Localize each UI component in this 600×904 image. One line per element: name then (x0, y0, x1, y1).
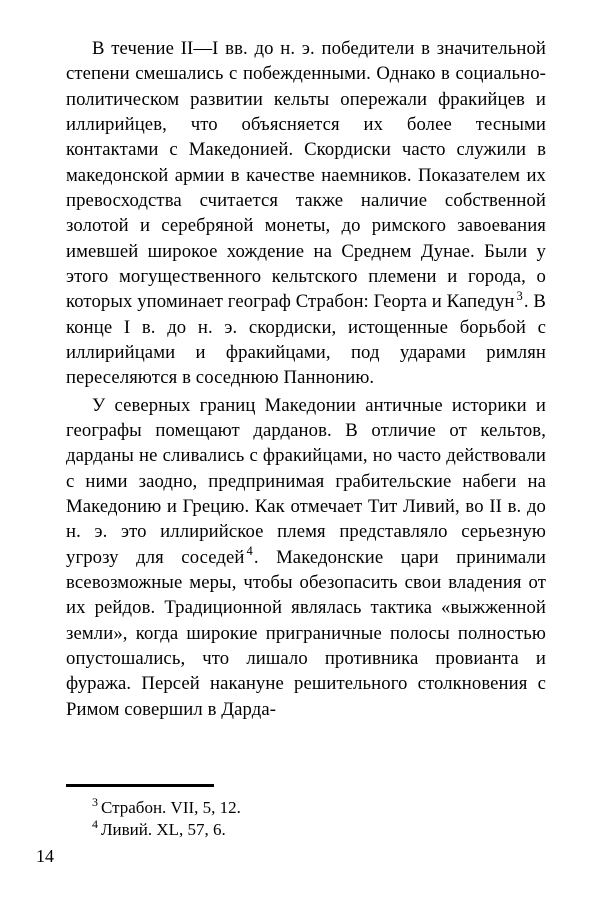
footnote-item (66, 797, 546, 819)
paragraph-1 (66, 36, 546, 391)
footnote-text: Страбон. VII, 5, 12. (101, 798, 241, 817)
paragraph-2-text-b: . Македонские цари принимали всевозможные меры, чтобы обезопасить свои владения от их рейдов. Традиционной являлась тактика «выжженной земли», когда широкие приграничные полосы полностью опустошались, что лишало противника провианта и фуража. Персей накануне решительного столкновения с Римом совершил в Дарда- (66, 546, 546, 720)
footnote-item (66, 819, 546, 841)
footnote-reference-4: 4 (246, 544, 253, 559)
paragraph-1-text-b: . В конце I в. до н. э. скордиски, истощенные борьбой с иллирийцами и фракийцами, под ударами римлян переселяются в соседнюю Паннонию. (66, 291, 547, 389)
footnote-number: 3 (92, 795, 98, 810)
page-body (66, 36, 546, 722)
page-number: 14 (36, 846, 54, 866)
footnote-number: 4 (92, 817, 98, 832)
paragraph-1-text-a: В течение II—I вв. до н. э. победители в значительной степени смешались с побежденными. Однако в социально-политическом развитии кельты опережали фракийцев и иллирийцев, что объясняется их более тесными контактами с Македонией. Скордиски часто служили в македонской армии в качестве наемников. Показателем их превосходства считается также наличие собственной золотой и серебряной монеты, до римского завоевания имевшей широкое хождение на Среднем Дунае. Были у этого могущественного кельтского племени и города, о которых упоминает географ Страбон: Георта и Капедун (66, 38, 546, 313)
paragraph-2-text-a: У северных границ Македонии античные историки и географы помещают дарданов. В отличие от кельтов, дарданы не сливались с фракийцами, но часто действовали с ними заодно, предпринимая грабительские набеги на Македонию и Грецию. Как отмечает Тит Ливий, во II в. до н. э. это иллирийское племя представляло серьезную угрозу для соседей (66, 394, 546, 568)
footnotes-section (66, 784, 546, 841)
footnote-text: Ливий. XL, 57, 6. (101, 820, 226, 840)
footnote-separator-rule (66, 784, 214, 787)
footnote-reference-3: 3 (516, 289, 523, 304)
paragraph-2 (66, 393, 546, 722)
